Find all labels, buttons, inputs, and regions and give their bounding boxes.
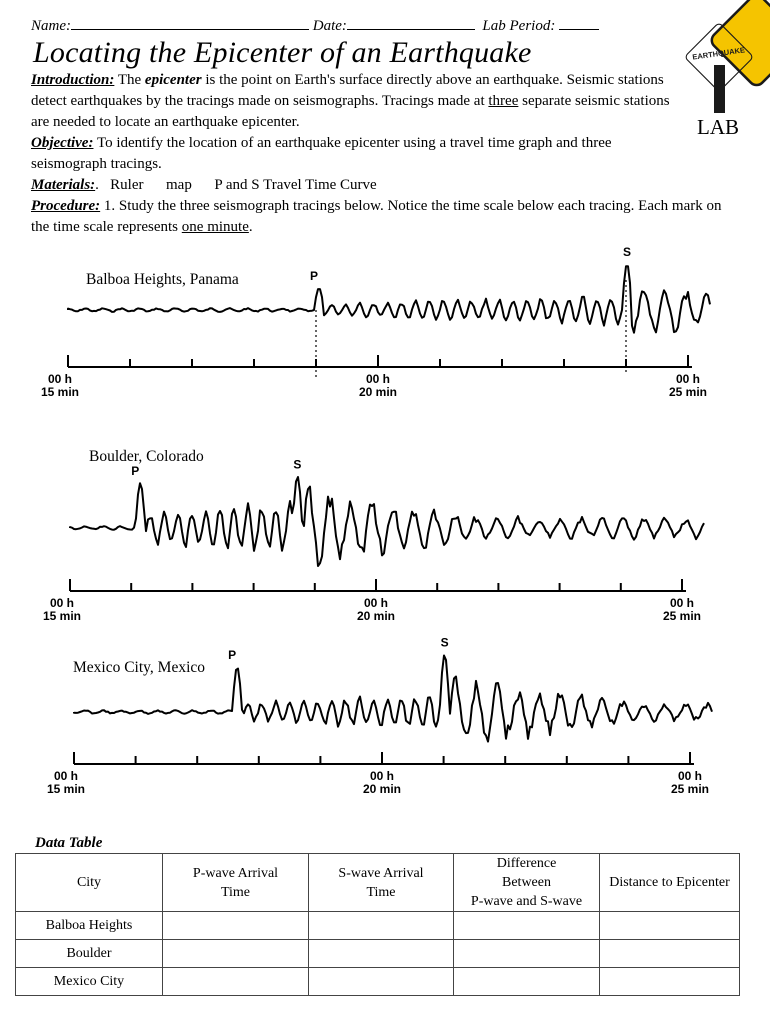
objective bbox=[31, 133, 681, 175]
cell-difference[interactable] bbox=[454, 940, 600, 968]
time-label-minute: 15 min bbox=[46, 782, 86, 796]
time-label-hour: 00 h bbox=[363, 596, 389, 610]
table-header-row bbox=[16, 854, 740, 912]
objective-text: To identify the location of an earthquake epicenter using a travel time graph and three seismograph tracings. bbox=[31, 135, 612, 172]
seismograph-trace bbox=[74, 656, 712, 742]
station-name: Boulder, Colorado bbox=[89, 448, 204, 465]
procedure-emphasis: one minute bbox=[181, 219, 249, 235]
procedure-text-1: 1. Study the three seismograph tracings below. Notice the time scale below each tracing. Each mark on the time scale represents bbox=[31, 198, 722, 235]
cell-difference[interactable] bbox=[454, 912, 600, 940]
period-blank[interactable] bbox=[559, 16, 599, 30]
time-label-hour: 00 h bbox=[369, 769, 395, 783]
intro-text-2: is the point on Earth's surface directly above an earthquake. Seismic stations detect earthquakes by the tracings made on seismographs. Tracings made at bbox=[31, 72, 664, 109]
time-label-minute: 25 min bbox=[668, 385, 708, 399]
header-city: City bbox=[16, 854, 163, 912]
time-label-minute: 20 min bbox=[358, 385, 398, 399]
time-label-minute: 20 min bbox=[362, 782, 402, 796]
station-name: Mexico City, Mexico bbox=[73, 659, 206, 676]
badge-sign-text: EARTHQUAKE bbox=[691, 45, 746, 62]
row-city: Boulder bbox=[16, 940, 163, 968]
cell-p-wave[interactable] bbox=[163, 940, 309, 968]
time-label-hour: 00 h bbox=[49, 596, 75, 610]
intro-text-3: separate seismic stations are needed to locate an earthquake epicenter. bbox=[31, 93, 670, 130]
period-label: Lab Period: bbox=[482, 18, 556, 34]
p-wave-label: P bbox=[228, 648, 237, 662]
s-wave-label: S bbox=[622, 245, 632, 259]
time-label-hour: 00 h bbox=[365, 372, 391, 386]
time-label-hour: 00 h bbox=[675, 372, 701, 386]
cell-s-wave[interactable] bbox=[309, 968, 454, 996]
name-label: Name: bbox=[31, 18, 71, 34]
date-label: Date: bbox=[312, 18, 347, 34]
cell-p-wave[interactable] bbox=[163, 912, 309, 940]
header-p-wave: P-wave Arrival Time bbox=[163, 854, 309, 912]
intro-term: epicenter bbox=[144, 72, 202, 88]
cell-distance[interactable] bbox=[600, 968, 740, 996]
time-label-minute: 20 min bbox=[356, 609, 396, 623]
objective-label: Objective: bbox=[31, 135, 94, 151]
badge-lab-text: LAB bbox=[697, 115, 739, 139]
intro-emphasis: three bbox=[488, 93, 519, 109]
header-distance: Distance to Epicenter bbox=[600, 854, 740, 912]
name-blank[interactable] bbox=[71, 16, 309, 30]
cell-distance[interactable] bbox=[600, 940, 740, 968]
cell-p-wave[interactable] bbox=[163, 968, 309, 996]
date-blank[interactable] bbox=[347, 16, 475, 30]
s-wave-label: S bbox=[440, 635, 449, 650]
table-row bbox=[16, 912, 740, 940]
introduction bbox=[31, 70, 681, 133]
station-name: Balboa Heights, Panama bbox=[86, 271, 239, 288]
cell-s-wave[interactable] bbox=[309, 940, 454, 968]
s-wave-label: S bbox=[293, 457, 302, 472]
p-wave-label: P bbox=[131, 464, 140, 478]
page-title: Locating the Epicenter of an Earthquake bbox=[33, 36, 532, 69]
time-label-minute: 15 min bbox=[40, 385, 80, 399]
materials bbox=[31, 175, 741, 196]
time-label-hour: 00 h bbox=[47, 372, 73, 386]
procedure-text-2: . bbox=[248, 219, 253, 235]
materials-text: . Ruler map P and S Travel Time Curve bbox=[95, 177, 377, 193]
row-city: Balboa Heights bbox=[16, 912, 163, 940]
procedure bbox=[31, 196, 741, 238]
seismogram-boulder bbox=[0, 457, 770, 635]
materials-label: Materials: bbox=[31, 177, 96, 193]
header-fields bbox=[31, 16, 599, 35]
earthquake-sign-icon bbox=[680, 20, 760, 115]
cell-distance[interactable] bbox=[600, 912, 740, 940]
procedure-label: Procedure: bbox=[31, 198, 101, 214]
seismograph-trace bbox=[70, 477, 704, 566]
cell-s-wave[interactable] bbox=[309, 912, 454, 940]
time-label-minute: 25 min bbox=[670, 782, 710, 796]
p-wave-label: P bbox=[309, 269, 319, 283]
table-row bbox=[16, 940, 740, 968]
time-label-hour: 00 h bbox=[53, 769, 79, 783]
header-difference: Difference Between P-wave and S-wave bbox=[454, 854, 600, 912]
seismogram-mexico bbox=[0, 635, 770, 815]
intro-text-1: The bbox=[114, 72, 145, 88]
time-label-hour: 00 h bbox=[669, 596, 695, 610]
time-label-minute: 25 min bbox=[662, 609, 702, 623]
row-city: Mexico City bbox=[16, 968, 163, 996]
time-label-hour: 00 h bbox=[677, 769, 703, 783]
header-s-wave: S-wave Arrival Time bbox=[309, 854, 454, 912]
seismograph-trace bbox=[68, 266, 710, 332]
data-table-title: Data Table bbox=[35, 835, 103, 851]
time-label-minute: 15 min bbox=[42, 609, 82, 623]
data-table bbox=[15, 853, 740, 996]
intro-label: Introduction: bbox=[31, 72, 115, 88]
cell-difference[interactable] bbox=[454, 968, 600, 996]
table-row bbox=[16, 968, 740, 996]
seismogram-balboa bbox=[0, 240, 770, 410]
